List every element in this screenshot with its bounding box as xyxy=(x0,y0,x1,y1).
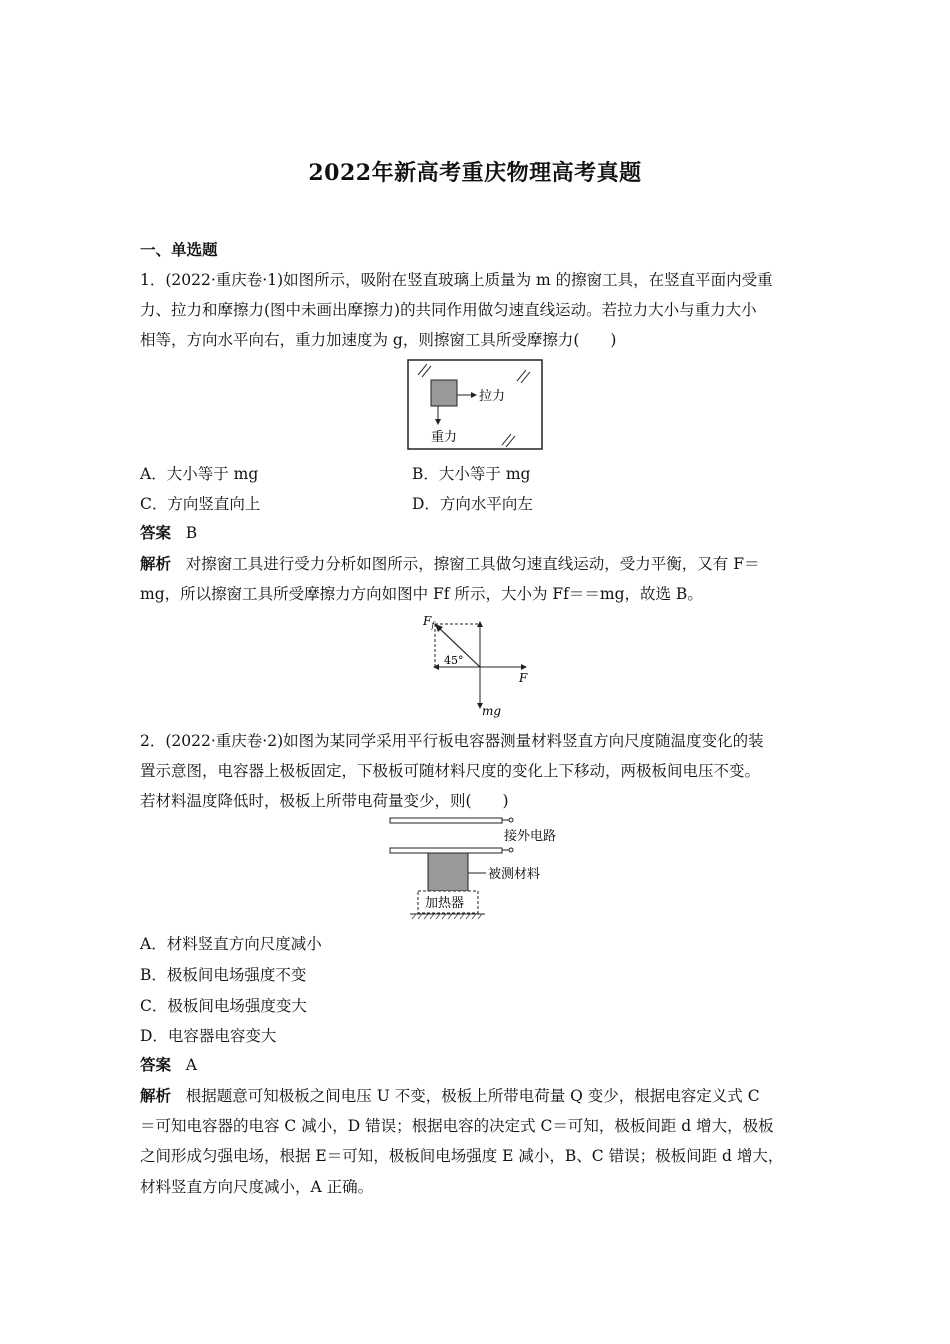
q2-stem-line: 2．(2022·重庆卷·2)如图为某同学采用平行板电容器测量材料竖直方向尺度随温度变化的装 xyxy=(140,732,764,750)
q1-stem-line: 相等，方向水平向右，重力加速度为 g，则擦窗工具所受摩擦力( ) xyxy=(140,331,617,349)
answer-label: 答案 xyxy=(140,523,172,542)
cleaning-tool xyxy=(431,380,457,406)
gravity-label: 重力 xyxy=(431,430,458,445)
analysis-label: 解析 xyxy=(140,1086,172,1105)
q1-force-diagram xyxy=(418,612,538,720)
ground-hatch-icon xyxy=(412,914,482,919)
upper-plate xyxy=(390,818,502,823)
q2-stem-line: 置示意图，电容器上极板固定，下极板可随材料尺度的变化上下移动，两极板间电压不变。 xyxy=(140,762,761,780)
q1-analysis-line: mg，所以擦窗工具所受摩擦力方向如图中 Ff 所示，大小为 Ff＝＝mg，故选 B。 xyxy=(140,585,703,603)
q1-option-b: B．大小等于 mg xyxy=(412,465,531,483)
answer-label: 答案 xyxy=(140,1055,172,1074)
q2-analysis-line: ＝可知电容器的电容 C 减小，D 错误；根据电容的决定式 C＝可知，极板间距 d 增大，极板 xyxy=(140,1117,774,1135)
q1-option-d: D．方向水平向左 xyxy=(412,495,533,513)
material-label: 被测材料 xyxy=(488,867,541,882)
left-arrowhead-icon xyxy=(433,664,439,670)
circuit-label: 接外电路 xyxy=(504,829,557,844)
q2-option-a: A．材料竖直方向尺度减小 xyxy=(140,935,322,953)
q2-answer xyxy=(140,1055,197,1075)
angle-label: 45° xyxy=(444,654,464,667)
terminal-icon xyxy=(509,818,513,822)
q1-stem-line: 1．(2022·重庆卷·1)如图所示，吸附在竖直玻璃上质量为 m 的擦窗工具，在竖直平面内受重 xyxy=(140,271,773,289)
q2-stem-line: 若材料温度降低时，极板上所带电荷量变少，则( ) xyxy=(140,792,509,810)
analysis-label: 解析 xyxy=(140,554,172,573)
q2-figure-capacitor xyxy=(385,812,575,922)
q1-figure-window xyxy=(405,357,545,452)
terminal-icon xyxy=(509,848,513,852)
q2-analysis-line xyxy=(140,1086,760,1106)
q1-analysis-line xyxy=(140,554,759,574)
ff-label: $F_f$ xyxy=(423,614,435,630)
heater-label: 加热器 xyxy=(425,896,465,911)
analysis-text: 对擦窗工具进行受力分析如图所示，擦窗工具做匀速直线运动，受力平衡，又有 F＝ xyxy=(185,555,760,573)
q2-option-d: D．电容器电容变大 xyxy=(140,1027,277,1045)
q1-answer xyxy=(140,523,197,543)
material-block xyxy=(428,853,468,891)
q2-analysis-line: 材料竖直方向尺度减小，A 正确。 xyxy=(140,1178,374,1196)
q1-option-a: A．大小等于 mg xyxy=(140,465,259,483)
lower-plate xyxy=(390,848,502,853)
pull-label: 拉力 xyxy=(479,389,506,404)
q2-analysis-line: 之间形成匀强电场，根据 E＝可知，极板间电场强度 E 减小，B、C 错误；极板间距 d 增大， xyxy=(140,1147,784,1165)
answer-value: A xyxy=(185,1056,197,1074)
page-title: 2022年新高考重庆物理高考真题 xyxy=(308,160,642,186)
f-label: F xyxy=(519,671,528,685)
gravity-arrowhead-icon xyxy=(435,419,441,425)
q1-stem-line: 力、拉力和摩擦力(图中未画出摩擦力)的共同作用做匀速直线运动。若拉力大小与重力大小 xyxy=(140,301,757,319)
q2-option-b: B．极板间电场强度不变 xyxy=(140,966,307,984)
pull-arrowhead-icon xyxy=(471,392,477,398)
glass-frame xyxy=(408,360,542,449)
q2-option-c: C．极板间电场强度变大 xyxy=(140,997,307,1015)
mg-label: mg xyxy=(482,704,502,718)
answer-value: B xyxy=(185,524,198,542)
q1-option-c: C．方向竖直向上 xyxy=(140,495,261,513)
f-arrowhead-icon xyxy=(521,664,527,670)
analysis-text: 根据题意可知极板之间电压 U 不变，极板上所带电荷量 Q 变少，根据电容定义式 C xyxy=(185,1087,760,1105)
section-heading: 一、单选题 xyxy=(140,240,218,259)
